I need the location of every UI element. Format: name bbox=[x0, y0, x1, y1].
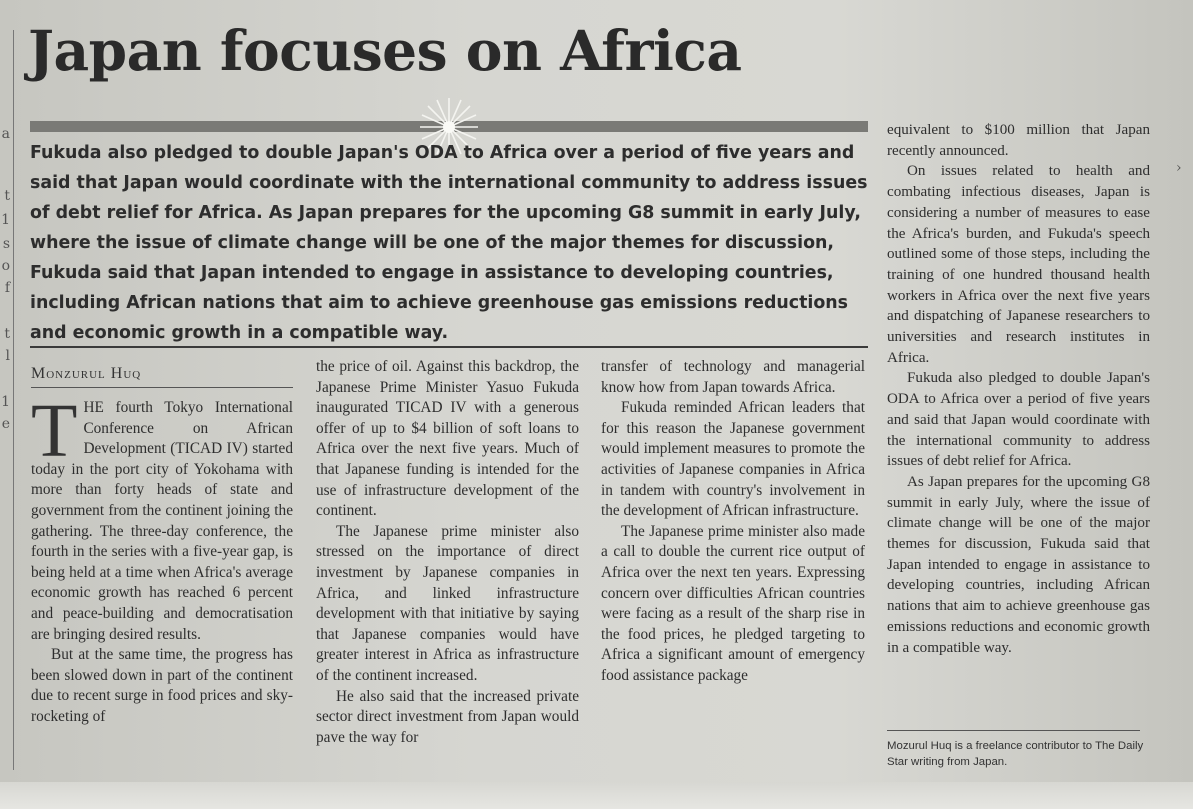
paragraph: transfer of technology and managerial know how from Japan towards Africa. bbox=[601, 358, 865, 396]
article-column-1 bbox=[31, 389, 293, 728]
page-bottom-edge bbox=[0, 782, 1193, 809]
byline-rule bbox=[31, 387, 293, 388]
margin-fragment: f bbox=[4, 280, 10, 296]
deck-rule bbox=[30, 346, 868, 348]
margin-fragment: t bbox=[4, 326, 10, 342]
paragraph: On issues related to health and combating infectious diseases, Japan is considering a number of measures to ease the Africa's burden, and Fukuda's speech outlined some of those steps, including the training of one hundred thousand health workers in Africa over the next five years and dispatching of Japanese researchers to universities and research institutes in Africa. bbox=[887, 163, 1150, 366]
page-edge-mark: › bbox=[1176, 160, 1182, 176]
bio-rule bbox=[887, 730, 1140, 731]
column-divider bbox=[13, 30, 14, 770]
paragraph: The Japanese prime minister also made a call to double the current rice output of Africa over the next ten years. Expressing concern over difficulties African countries were facing as a result of the sharp rise in the food prices, he pledged targeting to Africa a significant amount of emergency food assistance package bbox=[601, 522, 865, 684]
paragraph: As Japan prepares for the upcoming G8 summit in early July, where the issue of climate change will be one of the major themes for discussion, Fukuda said that Japan intended to engage in assistance to developing countries, including African nations that aim to achieve greenhouse gas emissions reductions and economic growth in a compatible way. bbox=[887, 473, 1150, 656]
margin-fragment: 1 bbox=[1, 394, 10, 410]
headline: Japan focuses on Africa bbox=[28, 18, 742, 83]
article-column-3 bbox=[601, 357, 865, 687]
paragraph: Fukuda also pledged to double Japan's ODA to Africa over a period of five years and said that Japan would coordinate with the international community to address issues of debt relief for Africa. bbox=[887, 370, 1150, 470]
byline: Monzurul Huq bbox=[31, 365, 142, 382]
paragraph: He also said that the increased private sector direct investment from Japan would pave the way for bbox=[316, 687, 579, 746]
margin-fragment: e bbox=[1, 416, 10, 432]
paragraph: The Japanese prime minister also stressed on the importance of direct investment by Japanese companies in Africa, and linked infrastructure development with that initiative by saying that Japanese companies would have greater interest in Africa as infrastructure of the continent increased. bbox=[316, 522, 579, 684]
paragraph: Fukuda reminded African leaders that for this reason the Japanese government would implement measures to promote the activities of Japanese companies in Africa in tandem with country's involvement in the development of African infrastructure. bbox=[601, 399, 865, 520]
paragraph: the price of oil. Against this backdrop, the Japanese Prime Minister Yasuo Fukuda inaugurated TICAD IV with a generous offer of up to $4 billion of soft loans to Africa over the next five years. Much of that Japanese funding is intended for the use of infrastructure development of the continent. bbox=[316, 358, 579, 520]
margin-fragment: a bbox=[1, 126, 10, 142]
margin-fragment: 1 bbox=[1, 212, 10, 228]
margin-fragment: o bbox=[1, 258, 10, 274]
margin-fragment: s bbox=[2, 236, 10, 252]
paragraph: equivalent to $100 million that Japan recently announced. bbox=[887, 122, 1150, 159]
article-column-2 bbox=[316, 357, 579, 748]
drop-cap: T bbox=[31, 389, 78, 473]
paragraph: But at the same time, the progress has been slowed down in part of the continent due to recent surge in food prices and sky-rocketing of bbox=[31, 646, 293, 725]
author-bio: Mozurul Huq is a freelance contributor to The Daily Star writing from Japan. bbox=[887, 740, 1144, 768]
margin-fragment: t bbox=[4, 188, 10, 204]
paragraph: HE fourth Tokyo International Conference on African Development (TICAD IV) started today in the port city of Yokohama with more than forty heads of state and government from the continent joining the gathering. The three-day conference, the fourth in the series with a five-year gap, is being held at a time when Africa's average economic growth has reached 6 percent and peace-building and democratisation are bringing desired results. bbox=[31, 399, 293, 643]
article-column-4 bbox=[887, 120, 1150, 658]
margin-fragment: l bbox=[5, 348, 10, 364]
deck-text: Fukuda also pledged to double Japan's ODA to Africa over a period of five years and said that Japan would coordinate with the international community to address issues of debt relief for Africa. As Japan prepares for the upcoming G8 summit in early July, where the issue of climate change will be one of the major themes for discussion, Fukuda said that Japan intended to engage in assistance to developing countries, including African nations that aim to achieve greenhouse gas emissions reductions and economic growth in a compatible way. bbox=[30, 143, 868, 343]
